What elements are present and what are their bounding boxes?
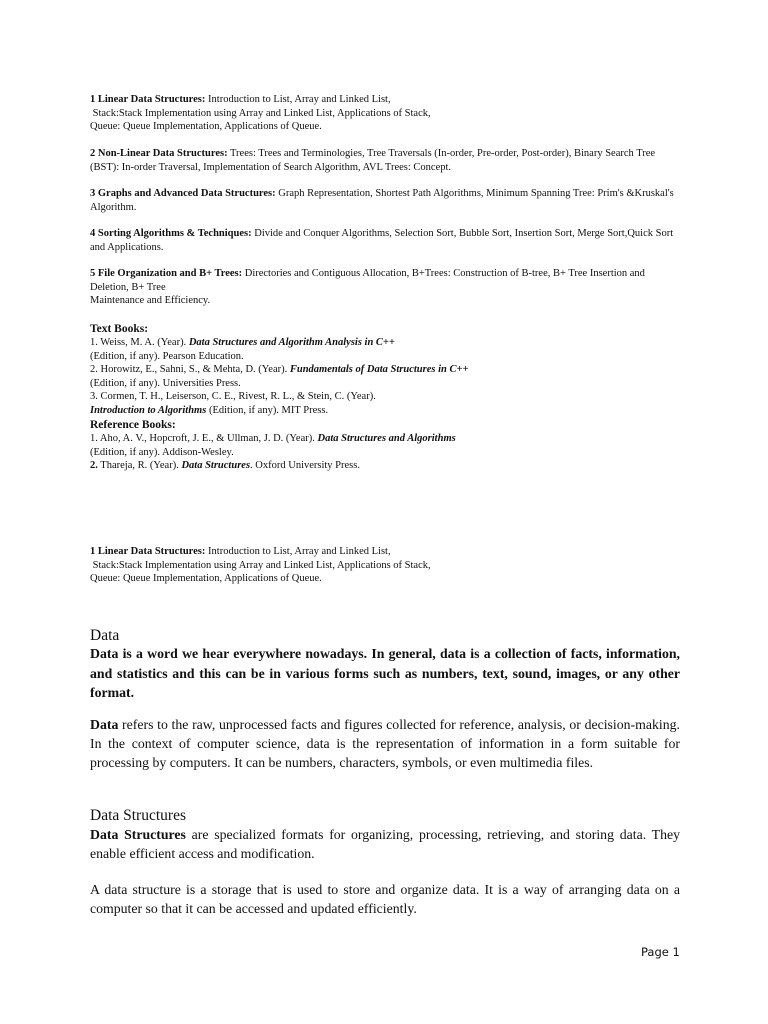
unit-4 <box>90 227 680 254</box>
unit-text: Introduction to List, Array and Linked List, Stack:Stack Implementation using Array and Linked List, Applications of Stack, Queue: Queue Implementation, Applications of Queue. <box>90 546 431 584</box>
citation-text: (Edition, if any). Pearson Education. <box>90 350 244 362</box>
term-lead: Data Structures <box>90 827 186 842</box>
book-title: Data Structures <box>181 460 251 471</box>
book-title: Introduction to Algorithms <box>90 404 207 416</box>
unit-title: 4 Sorting Algorithms & Techniques: <box>90 228 252 239</box>
reference-heading <box>90 418 680 432</box>
citation-number: 2. <box>90 460 98 471</box>
unit-title: 3 Graphs and Advanced Data Structures: <box>90 188 276 199</box>
data-heading: Data <box>90 627 120 644</box>
unit-1 <box>90 93 680 134</box>
unit-text: Divide and Conquer Algorithms, Selection Sort, Bubble Sort, Insertion Sort, Merge Sort,Quick Sort and Applications. <box>90 228 674 253</box>
data-structures-heading: Data Structures <box>90 807 186 824</box>
unit-title: 2 Non-Linear Data Structures: <box>90 148 228 159</box>
book-title: Fundamentals of Data Structures in C++ <box>289 364 469 375</box>
reference-1 <box>90 432 470 459</box>
ds-paragraph-2: A data structure is a storage that is used to store and organize data. It is a way of arranging data on a computer so that it can be accessed and updated efficiently. <box>90 882 680 916</box>
unit-text: Graph Representation, Shortest Path Algorithms, Minimum Spanning Tree: Prim's &Kruskal's Algorithm. <box>90 188 674 213</box>
textbook-1 <box>90 336 470 363</box>
book-title: Data Structures and Algorithm Analysis in C++ <box>188 337 395 348</box>
unit-text: Directories and Contiguous Allocation, B+Trees: Construction of B-tree, B+ Tree Insertion and Deletion, B+ Tree Maintenance and Efficiency. <box>90 268 645 306</box>
book-title: Data Structures and Algorithms <box>317 433 456 444</box>
textbook-3 <box>90 390 470 417</box>
citation-text: (Edition, if any). MIT Press. <box>206 404 329 416</box>
term-lead: Data <box>90 717 119 732</box>
citation-text: (Edition, if any). Addison-Wesley. <box>90 446 234 458</box>
textbooks-heading <box>90 322 680 336</box>
citation-text: 2. Horowitz, E., Sahni, S., & Mehta, D. (Year). <box>90 364 290 375</box>
citation-text: 1. Weiss, M. A. (Year). <box>90 337 189 348</box>
unit-5 <box>90 267 680 308</box>
unit-3 <box>90 187 680 214</box>
data-bold-paragraph: Data is a word we hear everywhere nowadays. In general, data is a collection of facts, information, and statistics and this can be in various forms such as numbers, text, sound, images, or any other format. <box>90 646 680 700</box>
citation-text: Thareja, R. (Year). <box>97 460 182 471</box>
paragraph-text: refers to the raw, unprocessed facts and figures collected for reference, analysis, or decision-making. In the context of computer science, data is the representation of information in a form suitable for processing by computers. It can be numbers, characters, symbols, or even multimedia files. <box>90 717 680 770</box>
section-heading: Text Books: <box>90 323 149 335</box>
citation-text: (Edition, if any). Universities Press. <box>90 377 241 389</box>
unit-text: Trees: Trees and Terminologies, Tree Traversals (In-order, Pre-order, Post-order), Binary Search Tree (BST): In-order Traversal, Implementation of Search Algorithm, AVL Trees: Concept. <box>90 148 656 173</box>
citation-text: . Oxford University Press. <box>250 460 360 471</box>
unit-text: Introduction to List, Array and Linked List, Stack:Stack Implementation using Array and Linked List, Applications of Stack, Queue: Queue Implementation, Applications of Queue. <box>90 94 431 132</box>
textbook-2 <box>90 363 470 390</box>
unit-title: 1 Linear Data Structures: <box>90 94 206 105</box>
citation-text: 1. Aho, A. V., Hopcroft, J. E., & Ullman, J. D. (Year). <box>90 433 318 444</box>
unit-title: 5 File Organization and B+ Trees: <box>90 268 243 279</box>
citation-text: 3. Cormen, T. H., Leiserson, C. E., Rivest, R. L., & Stein, C. (Year). <box>90 391 376 402</box>
unit-2 <box>90 147 680 174</box>
unit-1-repeat <box>90 545 680 586</box>
unit-title: 1 Linear Data Structures: <box>90 546 206 557</box>
page-number: Page 1 <box>641 945 680 959</box>
section-heading: Reference Books: <box>90 419 176 431</box>
paragraph-text: are specialized formats for organizing, processing, retrieving, and storing data. They enable efficient access and modification. <box>90 827 680 861</box>
data-paragraph <box>90 715 680 772</box>
ds-paragraph-1 <box>90 825 680 863</box>
reference-2 <box>90 459 470 473</box>
